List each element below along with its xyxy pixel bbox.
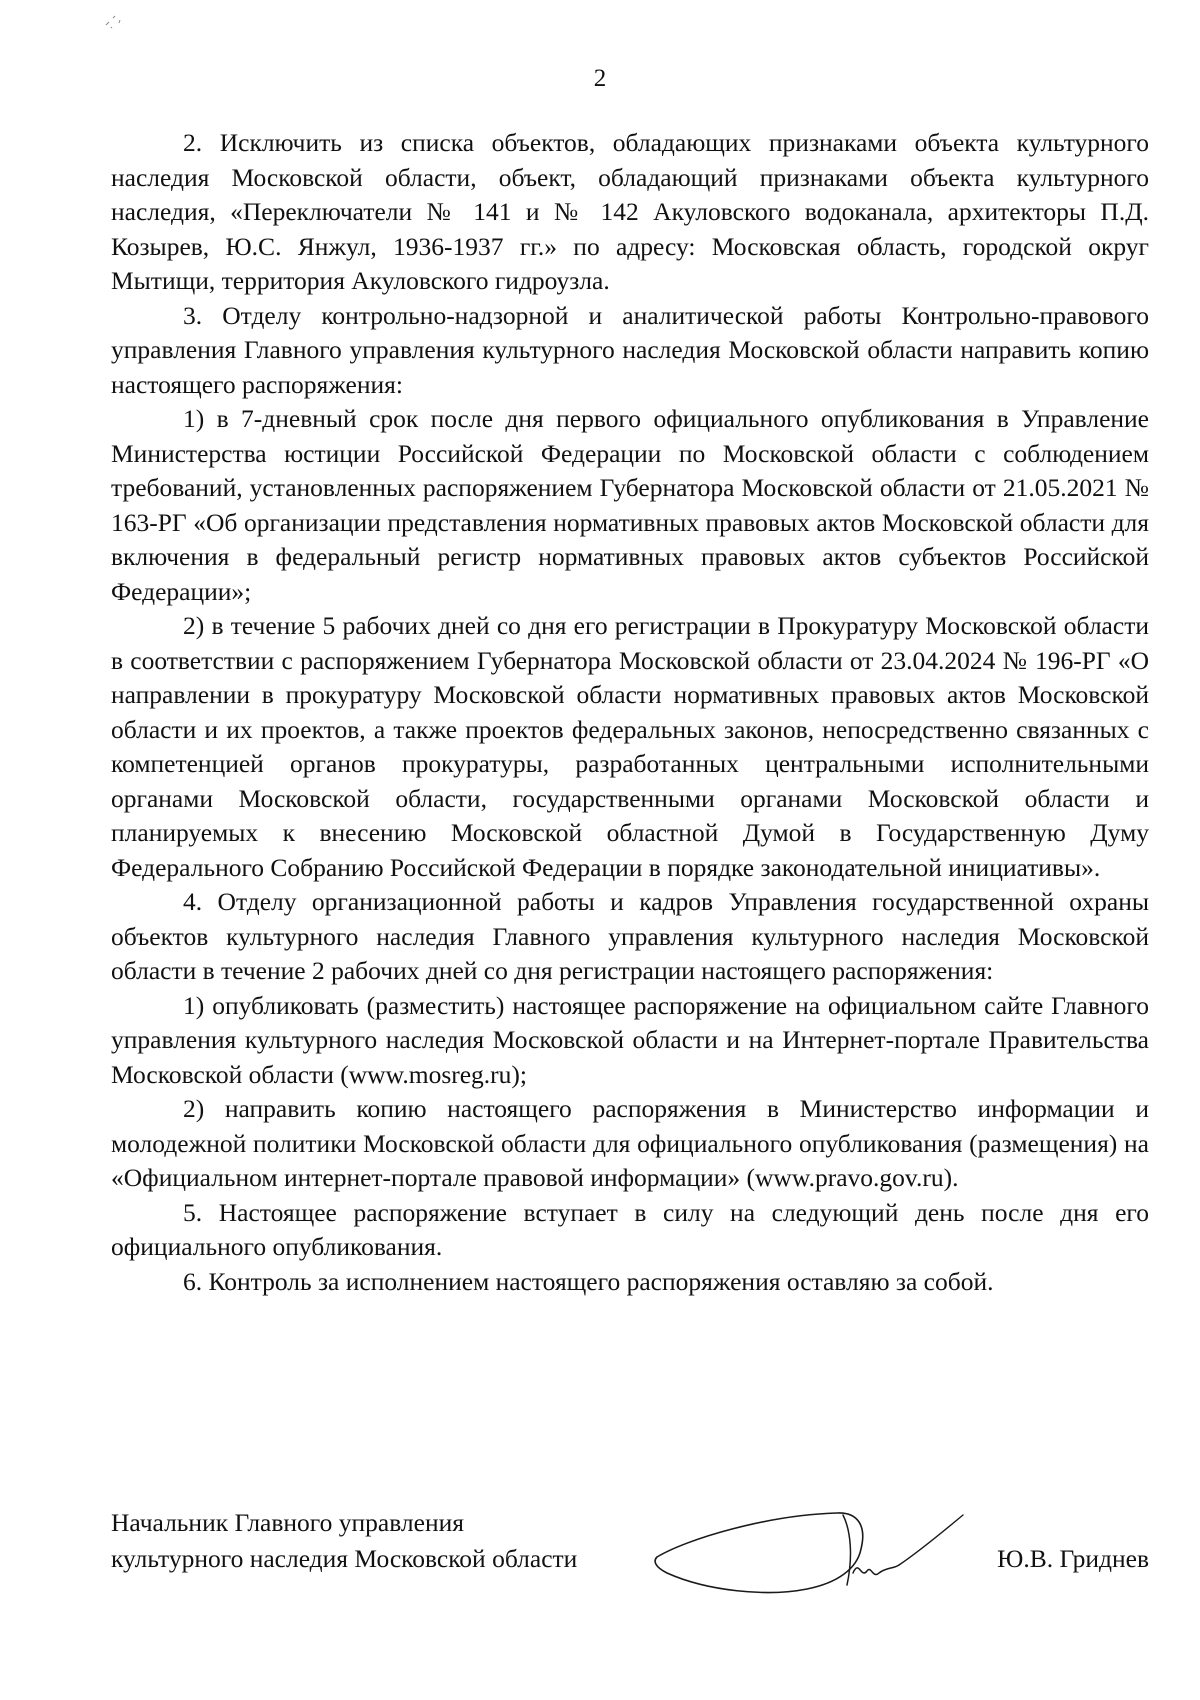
signer-position (111, 1505, 671, 1577)
signer-position-line-1: Начальник Главного управления (111, 1508, 464, 1537)
signature-block (111, 1505, 1149, 1605)
paragraph-item-4: 4. Отделу организационной работы и кадров Управления государственной охраны объектов культурного наследия Главного управления культурного наследия Московской области в течение 2 рабочих дней со дня регистрации настоящего распоряжения: (111, 887, 1149, 985)
signer-position-line-2: культурного наследия Московской области (111, 1544, 578, 1573)
paragraph-item-2: 2. Исключить из списка объектов, обладающих признаками объекта культурного наследия Московской области, объект, обладающий признаками объекта культурного наследия, «Переключатели № 141 и № 142 Акуловского водоканала, архитекторы П.Д. Козырев, Ю.С. Янжул, 1936-1937 гг.» по адресу: Московская область, городской округ Мытищи, территория Акуловского гидроузла. (111, 128, 1149, 295)
document-body (111, 126, 1149, 1299)
paragraph-item-4-1: 1) опубликовать (разместить) настоящее распоряжение на официальном сайте Главного управления культурного наследия Московской области и на Интернет-портале Правительства Московской области (www.mosreg.ru); (111, 990, 1149, 1089)
scan-artifact-mark (104, 14, 126, 30)
handwritten-signature (647, 1487, 977, 1597)
paragraph-item-6: 6. Контроль за исполнением настоящего распоряжения оставляю за собой. (183, 1266, 994, 1296)
signer-name: Ю.В. Гриднев (997, 1544, 1149, 1573)
paragraph-item-4-2: 2) направить копию настоящего распоряжения в Министерство информации и молодежной политики Московской области для официального опубликования (размещения) на «Официальном интернет-портале правовой информации» (www.pravo.gov.ru). (111, 1094, 1149, 1192)
paragraph-item-5: 5. Настоящее распоряжение вступает в силу на следующий день после дня его официального опубликования. (111, 1197, 1149, 1261)
page-number: 2 (593, 65, 607, 92)
paragraph-item-3-2: 2) в течение 5 рабочих дней со дня его регистрации в Прокуратуру Московской области в соответствии с распоряжением Губернатора Московской области от 23.04.2024 № 196-РГ «О направлении в прокуратуру Московской области нормативных правовых актов Московской области и их проектов, а также проектов федеральных законов, непосредственно связанных с компетенцией органов прокуратуры, разработанных центральными исполнительными органами Московской области, государственными органами Московской области и планируемых к внесению Московской областной Думой в Государственную Думу Федерального Собранию Российской Федерации в порядке законодательной инициативы». (111, 611, 1149, 882)
paragraph-item-3: 3. Отделу контрольно-надзорной и аналитической работы Контрольно-правового управления Главного управления культурного наследия Московской области направить копию настоящего распоряжения: (111, 300, 1149, 399)
paragraph-item-3-1: 1) в 7-дневный срок после дня первого официального опубликования в Управление Министерства юстиции Российской Федерации по Московской области с соблюдением требований, установленных распоряжением Губернатора Московской области от 21.05.2021 № 163-РГ «Об организации представления нормативных правовых актов Московской области для включения в федеральный регистр нормативных правовых актов субъектов Российской Федерации»; (111, 404, 1149, 606)
